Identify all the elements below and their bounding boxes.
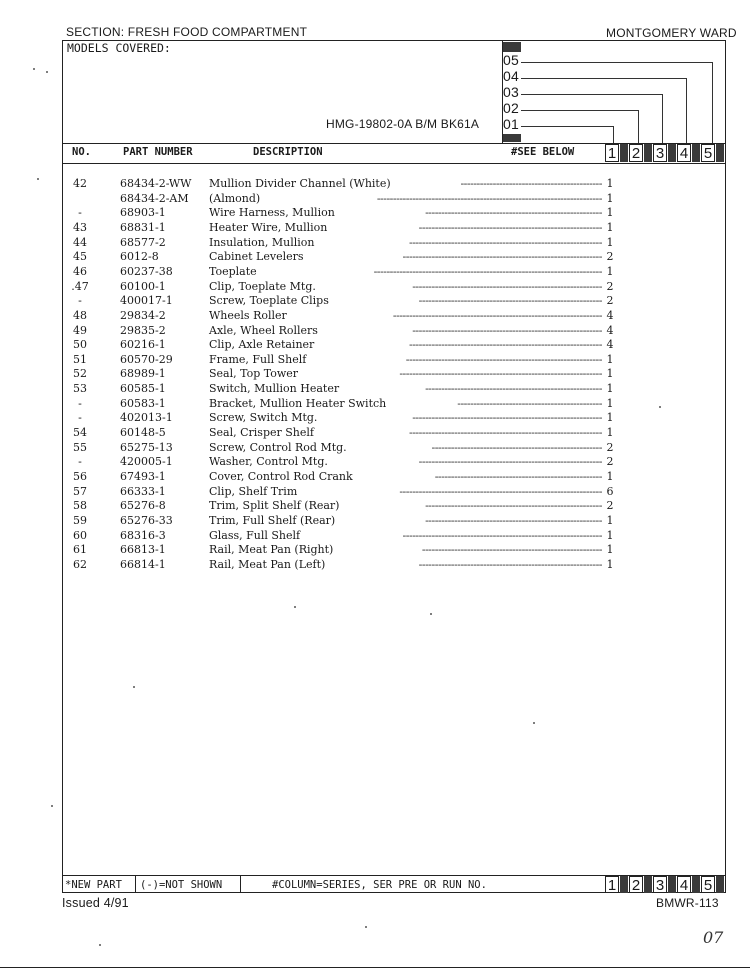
part-number: 68989-1 <box>120 367 166 381</box>
table-row <box>0 206 750 221</box>
dot-leader: ---------------------------------------------------- <box>434 470 602 483</box>
part-number: 68434-2-WW <box>120 177 192 190</box>
part-number: 29835-2 <box>120 323 166 337</box>
table-row <box>0 324 750 339</box>
part-description: Screw, Toeplate Clips <box>209 294 329 308</box>
scan-speck <box>51 805 53 807</box>
part-number: 68316-3 <box>120 528 166 542</box>
part-description: Switch, Mullion Heater <box>209 382 340 396</box>
part-number: 67493-1 <box>120 470 166 483</box>
part-quantity: 4 <box>606 308 614 322</box>
dot-leader: ---------------------------------------------------------------------- <box>376 191 602 205</box>
item-number: 50 <box>73 338 87 352</box>
table-row <box>0 367 750 382</box>
dot-leader: ----------------------------------------------------------- <box>412 323 602 337</box>
item-number: 45 <box>73 250 87 264</box>
dot-leader: ------------------------------------------------------- <box>425 499 602 513</box>
scan-speck <box>430 613 432 615</box>
item-number: 60 <box>73 528 87 542</box>
part-description: Seal, Top Tower <box>209 367 299 381</box>
dot-leader: --------------------------------------------------------------- <box>399 367 602 381</box>
item-number: 48 <box>73 308 87 322</box>
part-description: Rail, Meat Pan (Left) <box>209 557 326 571</box>
part-number: 66814-1 <box>120 557 166 571</box>
part-quantity: 6 <box>606 484 614 498</box>
part-quantity: 1 <box>606 396 614 410</box>
table-row <box>0 382 750 397</box>
series-code-01: 01 <box>503 116 519 132</box>
item-number: 43 <box>73 220 87 234</box>
part-number: 60237-38 <box>120 264 173 278</box>
part-quantity: 2 <box>606 499 614 513</box>
dot-leader: --------------------------------------------------------- <box>418 294 602 308</box>
part-quantity: 2 <box>606 440 614 454</box>
series-box-4: 4 <box>677 144 691 162</box>
column-series-legend: #COLUMN=SERIES, SER PRE OR RUN NO. <box>272 879 487 891</box>
part-description: Bracket, Mullion Heater Switch <box>209 396 387 410</box>
item-number: - <box>78 294 82 308</box>
part-description: Washer, Control Mtg. <box>209 455 328 469</box>
part-number: 29834-2 <box>120 308 166 322</box>
series-box-2: 2 <box>629 144 643 162</box>
dot-leader: --------------------------------------------------------- <box>418 557 602 571</box>
table-row <box>0 280 750 295</box>
part-description: Heater Wire, Mullion <box>209 220 328 234</box>
scan-speck <box>133 686 135 688</box>
dot-leader: -------------------------------------------------------------- <box>402 250 602 264</box>
part-description: Trim, Full Shelf (Rear) <box>209 513 336 527</box>
dot-leader: --------------------------------------------------------- <box>418 220 602 234</box>
item-number: - <box>78 206 82 220</box>
part-quantity: 2 <box>606 250 614 264</box>
series-code-05: 05 <box>503 52 519 68</box>
table-row <box>0 543 750 558</box>
dot-leader: -------------------------------------------- <box>460 177 602 190</box>
part-number: 60583-1 <box>120 396 166 410</box>
table-row <box>0 426 750 441</box>
table-row <box>0 411 750 426</box>
issued-date: Issued 4/91 <box>62 896 129 910</box>
part-quantity: 4 <box>606 323 614 337</box>
table-row <box>0 353 750 368</box>
series-footer-box-4: 4 <box>677 876 691 893</box>
part-quantity: 1 <box>606 177 614 190</box>
part-description: Screw, Control Rod Mtg. <box>209 440 347 454</box>
dot-leader: ----------------------------------------------------------------------- <box>373 264 602 278</box>
part-quantity: 1 <box>606 470 614 483</box>
table-row <box>0 236 750 251</box>
item-number: 42 <box>73 177 87 190</box>
col-description-header: DESCRIPTION <box>253 146 323 158</box>
part-number: 60570-29 <box>120 352 173 366</box>
document-code: BMWR-113 <box>656 896 719 910</box>
part-number: 65276-8 <box>120 499 166 513</box>
dot-leader: ----------------------------------------------------- <box>431 440 602 454</box>
dot-leader: ----------------------------------------------------------------- <box>392 308 602 322</box>
part-description: Wire Harness, Mullion <box>209 206 335 220</box>
part-number: 66813-1 <box>120 543 166 557</box>
table-row <box>0 529 750 544</box>
series-code-04: 04 <box>503 68 519 84</box>
dot-leader: --------------------------------------------------------- <box>418 455 602 469</box>
item-number: 49 <box>73 323 87 337</box>
part-description: Cabinet Levelers <box>209 250 304 264</box>
table-row <box>0 192 750 207</box>
models-covered-label: MODELS COVERED: <box>67 41 171 55</box>
table-row <box>0 441 750 456</box>
part-number: 68577-2 <box>120 235 166 249</box>
brand-name: MONTGOMERY WARD <box>606 26 737 40</box>
col-no-header: NO. <box>72 146 91 158</box>
table-row <box>0 485 750 500</box>
table-row <box>0 514 750 529</box>
part-number: 68831-1 <box>120 220 166 234</box>
item-number: 51 <box>73 352 87 366</box>
dot-leader: ------------------------------------------------------------ <box>408 338 602 352</box>
part-quantity: 1 <box>606 382 614 396</box>
part-description: Wheels Roller <box>209 308 287 322</box>
series-footer-box-3: 3 <box>653 876 667 893</box>
part-description: Clip, Toeplate Mtg. <box>209 279 316 293</box>
dot-leader: ------------------------------------------------------------- <box>405 352 602 366</box>
series-box-5: 5 <box>701 144 715 162</box>
col-part-number-header: PART NUMBER <box>123 146 193 158</box>
part-number: 68434-2-AM <box>120 191 189 205</box>
part-number: 60216-1 <box>120 338 166 352</box>
part-quantity: 1 <box>606 513 614 527</box>
part-number: 420005-1 <box>120 455 173 469</box>
item-number: .47 <box>71 279 89 293</box>
item-number: - <box>78 411 82 425</box>
item-number: 52 <box>73 367 87 381</box>
table-row <box>0 338 750 353</box>
part-quantity: 1 <box>606 543 614 557</box>
scan-speck <box>659 406 661 408</box>
scan-speck <box>294 606 296 608</box>
col-see-below-header: #SEE BELOW <box>511 146 575 158</box>
scan-speck <box>33 68 35 70</box>
series-footer-box-2: 2 <box>629 876 643 893</box>
part-description: Toeplate <box>209 264 257 278</box>
dot-leader: ----------------------------------------------------------- <box>412 411 602 425</box>
page-mark: 07 <box>703 928 724 947</box>
part-quantity: 2 <box>606 455 614 469</box>
part-description: Trim, Split Shelf (Rear) <box>209 499 340 513</box>
series-footer-box-1: 1 <box>605 876 619 893</box>
part-description: Seal, Crisper Shelf <box>209 426 314 440</box>
item-number: 54 <box>73 426 87 440</box>
item-number: - <box>78 396 82 410</box>
part-quantity: 1 <box>606 220 614 234</box>
scan-speck <box>533 722 535 724</box>
part-description: Axle, Wheel Rollers <box>209 323 318 337</box>
series-box-3: 3 <box>653 144 667 162</box>
part-quantity: 2 <box>606 294 614 308</box>
dot-leader: --------------------------------------------- <box>457 396 602 410</box>
series-footer-box-5: 5 <box>701 876 715 893</box>
part-number: 65276-33 <box>120 513 173 527</box>
item-number: 59 <box>73 513 87 527</box>
series-code-03: 03 <box>503 84 519 100</box>
item-number: - <box>78 455 82 469</box>
part-quantity: 1 <box>606 367 614 381</box>
scan-speck <box>46 71 48 73</box>
part-description: Clip, Axle Retainer <box>209 338 315 352</box>
part-quantity: 1 <box>606 557 614 571</box>
dot-leader: ------------------------------------------------------- <box>425 206 602 220</box>
part-quantity: 1 <box>606 264 614 278</box>
part-number: 6012-8 <box>120 250 159 264</box>
part-quantity: 2 <box>606 279 614 293</box>
table-row <box>0 265 750 280</box>
dot-leader: -------------------------------------------------------------- <box>402 528 602 542</box>
item-number: 57 <box>73 484 87 498</box>
part-description: (Almond) <box>209 191 261 205</box>
series-box-1: 1 <box>605 144 619 162</box>
part-quantity: 1 <box>606 352 614 366</box>
item-number: 56 <box>73 470 87 483</box>
dot-leader: --------------------------------------------------------------- <box>399 484 602 498</box>
part-number: 60585-1 <box>120 382 166 396</box>
item-number: 61 <box>73 543 87 557</box>
part-description: Mullion Divider Channel (White) <box>209 177 391 190</box>
table-row <box>0 558 750 573</box>
dot-leader: ------------------------------------------------------------ <box>408 235 602 249</box>
part-quantity: 4 <box>606 338 614 352</box>
part-number: 66333-1 <box>120 484 166 498</box>
table-row <box>0 499 750 514</box>
part-description: Rail, Meat Pan (Right) <box>209 543 334 557</box>
part-quantity: 1 <box>606 411 614 425</box>
item-number: 58 <box>73 499 87 513</box>
part-quantity: 1 <box>606 528 614 542</box>
dot-leader: ------------------------------------------------------- <box>425 513 602 527</box>
part-quantity: 1 <box>606 206 614 220</box>
table-row <box>0 397 750 412</box>
scan-speck <box>365 926 367 928</box>
part-number: 60100-1 <box>120 279 166 293</box>
item-number: 62 <box>73 557 87 571</box>
not-shown-legend: (-)=NOT SHOWN <box>140 879 223 891</box>
series-code-02: 02 <box>503 100 519 116</box>
table-row <box>0 221 750 236</box>
table-row <box>0 177 750 192</box>
item-number: 55 <box>73 440 87 454</box>
part-description: Clip, Shelf Trim <box>209 484 298 498</box>
new-part-legend: *NEW PART <box>65 879 122 891</box>
scan-speck <box>99 944 101 946</box>
part-quantity: 1 <box>606 235 614 249</box>
part-quantity: 1 <box>606 426 614 440</box>
part-description: Insulation, Mullion <box>209 235 315 249</box>
dot-leader: ----------------------------------------------------------- <box>412 279 602 293</box>
dot-leader: ------------------------------------------------------------ <box>408 426 602 440</box>
table-row <box>0 309 750 324</box>
part-quantity: 1 <box>606 191 614 205</box>
item-number: 44 <box>73 235 87 249</box>
dot-leader: ------------------------------------------------------- <box>425 382 602 396</box>
item-number: 53 <box>73 382 87 396</box>
part-number: 68903-1 <box>120 206 166 220</box>
part-number: 402013-1 <box>120 411 173 425</box>
part-number: 400017-1 <box>120 294 173 308</box>
table-row <box>0 294 750 309</box>
model-number: HMG-19802-0A B/M BK61A <box>326 117 480 131</box>
part-number: 65275-13 <box>120 440 173 454</box>
table-row <box>0 250 750 265</box>
part-description: Frame, Full Shelf <box>209 352 307 366</box>
dot-leader: -------------------------------------------------------- <box>421 543 602 557</box>
part-description: Glass, Full Shelf <box>209 528 301 542</box>
part-number: 60148-5 <box>120 426 166 440</box>
item-number: 46 <box>73 264 87 278</box>
table-row <box>0 455 750 470</box>
part-description: Cover, Control Rod Crank <box>209 470 353 483</box>
scan-speck <box>37 178 39 180</box>
part-description: Screw, Switch Mtg. <box>209 411 318 425</box>
section-title: SECTION: FRESH FOOD COMPARTMENT <box>66 25 308 39</box>
table-row <box>0 470 750 485</box>
